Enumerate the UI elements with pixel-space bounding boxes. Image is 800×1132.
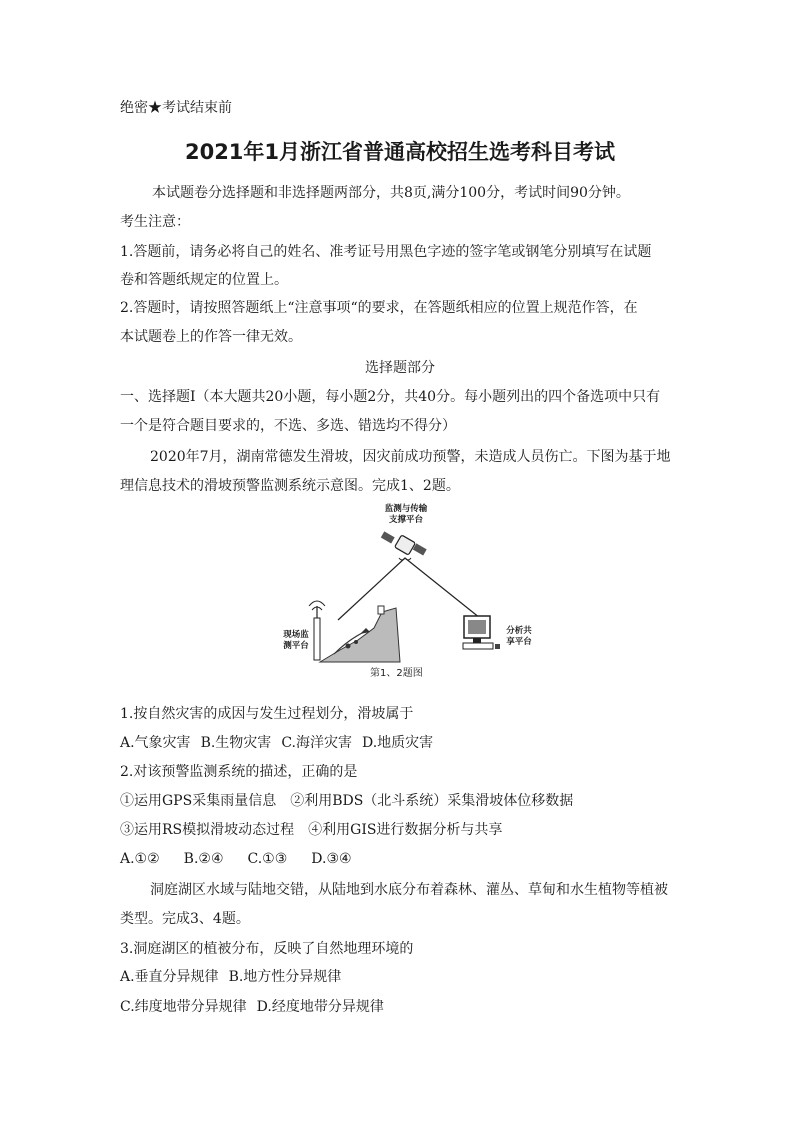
label-analysis-sharing bbox=[502, 626, 536, 648]
label-line: 现场监 bbox=[283, 630, 309, 640]
passage-2-line-1: 洞庭湖区水域与陆地交错，从陆地到水底分布着森林、灌丛、草甸和水生植物等植被 bbox=[150, 882, 668, 898]
satellite-icon bbox=[381, 531, 427, 560]
section-instruction-line-1: 一、选择题Ⅰ（本大题共20小题，每小题2分，共40分。每小题列出的四个备选项中只有 bbox=[120, 389, 661, 405]
question-3-options-row-1 bbox=[120, 967, 351, 987]
label-monitoring-transmission bbox=[378, 504, 434, 526]
label-line: 测平台 bbox=[283, 641, 309, 651]
figure-drawing bbox=[300, 500, 510, 680]
option-d: D.地质灾害 bbox=[361, 735, 434, 751]
section-instruction-line-2: 一个是符合题目要求的，不选、多选、错选均不得分） bbox=[120, 418, 456, 434]
intro-paragraph: 本试题卷分选择题和非选择题两部分，共8页,满分100分，考试时间90分钟。 bbox=[152, 185, 630, 201]
option-d: D.③④ bbox=[311, 851, 352, 867]
passage-1-line-1: 2020年7月，湖南常德发生滑坡，因灾前成功预警，未造成人员伤亡。下图为基于地 bbox=[150, 449, 671, 465]
landslide-monitoring-figure bbox=[283, 500, 532, 680]
option-b: B.②④ bbox=[183, 851, 224, 867]
computer-icon bbox=[463, 616, 500, 649]
notice-2-line-1: 2.答题时，请按照答题纸上“注意事项“的要求，在答题纸相应的位置上规范作答，在 bbox=[120, 300, 638, 316]
question-2-options bbox=[120, 849, 362, 869]
question-3-stem: 3.洞庭湖区的植被分布，反映了自然地理环境的 bbox=[120, 941, 414, 957]
option-a: A.气象灾害 bbox=[120, 735, 191, 751]
figure-caption: 第1、2题图 bbox=[370, 668, 423, 679]
option-a: A.①② bbox=[120, 851, 160, 867]
option-c: C.①③ bbox=[247, 851, 288, 867]
question-1-options bbox=[120, 733, 443, 753]
confidential-mark: 绝密★考试结束前 bbox=[120, 100, 232, 116]
question-2-stem: 2.对该预警监测系统的描述，正确的是 bbox=[120, 764, 358, 780]
option-a: A.垂直分异规律 bbox=[120, 969, 219, 985]
option-d: D.经度地带分异规律 bbox=[256, 999, 384, 1015]
exam-title: 2021年1月浙江省普通高校招生选考科目考试 bbox=[184, 140, 616, 164]
label-onsite-monitoring bbox=[278, 630, 314, 652]
option-b: B.地方性分异规律 bbox=[228, 969, 342, 985]
option-c: C.纬度地带分异规律 bbox=[120, 999, 247, 1015]
section-heading: 选择题部分 bbox=[365, 360, 435, 376]
passage-1-line-2: 理信息技术的滑坡预警监测系统示意图。完成1、2题。 bbox=[120, 478, 460, 494]
question-1-stem: 1.按自然灾害的成因与发生过程划分，滑坡属于 bbox=[120, 706, 414, 722]
question-2-statements-2: ③运用RS模拟滑坡动态过程 ④利用GIS进行数据分析与共享 bbox=[120, 822, 503, 838]
option-b: B.生物灾害 bbox=[200, 735, 272, 751]
landslide-slope-icon bbox=[320, 606, 400, 662]
label-line: 监测与传输 bbox=[384, 504, 428, 514]
notice-1-line-1: 1.答题前，请务必将自己的姓名、准考证号用黑色字迹的签字笔或钢笔分别填写在试题 bbox=[120, 244, 652, 260]
notice-2-line-2: 本试题卷上的作答一律无效。 bbox=[120, 329, 302, 345]
label-line: 支撑平台 bbox=[388, 515, 423, 525]
label-line: 享平台 bbox=[506, 637, 532, 647]
option-c: C.海洋灾害 bbox=[281, 735, 352, 751]
question-2-statements-1: ①运用GPS采集雨量信息 ②利用BDS（北斗系统）采集滑坡体位移数据 bbox=[120, 793, 574, 809]
passage-2-line-2: 类型。完成3、4题。 bbox=[120, 911, 250, 927]
notice-1-line-2: 卷和答题纸规定的位置上。 bbox=[120, 272, 288, 288]
label-line: 分析共 bbox=[506, 626, 532, 636]
question-3-options-row-2 bbox=[120, 997, 394, 1017]
notice-heading: 考生注意： bbox=[120, 214, 190, 230]
